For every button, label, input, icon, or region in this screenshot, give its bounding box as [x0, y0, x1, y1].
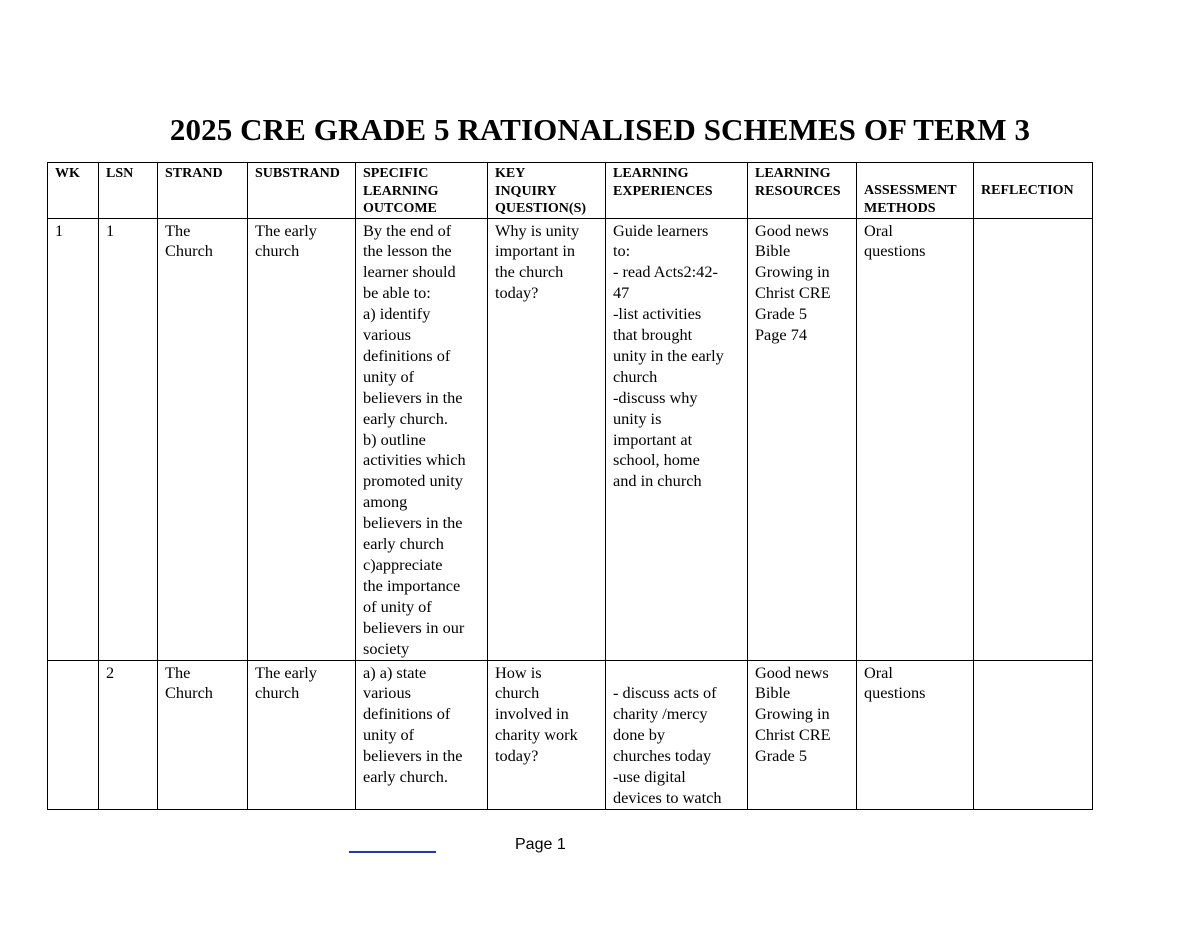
document-title: 2025 CRE GRADE 5 RATIONALISED SCHEMES OF TERM 3: [169, 112, 1031, 147]
scheme-table: [47, 162, 1093, 810]
cell-assessment-methods: Oral questions: [857, 660, 974, 809]
header-wk: WK: [48, 163, 99, 219]
header-substrand: SUBSTRAND: [248, 163, 356, 219]
cell-strand: The Church: [158, 218, 248, 660]
cell-substrand: The early church: [248, 218, 356, 660]
header-reflection: REFLECTION: [974, 163, 1093, 219]
cell-lsn: 2: [99, 660, 158, 809]
cell-lsn: 1: [99, 218, 158, 660]
header-learning-resources: LEARNING RESOURCES: [748, 163, 857, 219]
header-row: [48, 163, 1093, 219]
table-row: [48, 660, 1093, 809]
cell-substrand: The early church: [248, 660, 356, 809]
header-key-inquiry-question: KEY INQUIRY QUESTION(S): [488, 163, 606, 219]
header-learning-experiences: LEARNING EXPERIENCES: [606, 163, 748, 219]
cell-learning-resources: Good news Bible Growing in Christ CRE Grade 5 Page 74: [748, 218, 857, 660]
header-lsn: LSN: [99, 163, 158, 219]
cell-key-inquiry-question: Why is unity important in the church today?: [488, 218, 606, 660]
cell-assessment-methods: Oral questions: [857, 218, 974, 660]
cell-learning-experiences: - discuss acts of charity /mercy done by churches today -use digital devices to watch: [606, 660, 748, 809]
header-assessment-methods: ASSESSMENT METHODS: [857, 163, 974, 219]
footer-link[interactable]: [349, 851, 436, 853]
cell-learning-resources: Good news Bible Growing in Christ CRE Grade 5: [748, 660, 857, 809]
cell-strand: The Church: [158, 660, 248, 809]
cell-reflection: [974, 218, 1093, 660]
cell-specific-learning-outcome: By the end of the lesson the learner should be able to: a) identify various definitions of unity of believers in the early church. b) outline activities which promoted unity among believers in the early church c)appreciate the importance of unity of believers in our society: [356, 218, 488, 660]
cell-specific-learning-outcome: a) a) state various definitions of unity of believers in the early church.: [356, 660, 488, 809]
cell-wk: [48, 660, 99, 809]
cell-key-inquiry-question: How is church involved in charity work today?: [488, 660, 606, 809]
cell-wk: 1: [48, 218, 99, 660]
table-row: [48, 218, 1093, 660]
cell-learning-experiences: Guide learners to: - read Acts2:42- 47 -list activities that brought unity in the early church -discuss why unity is important at school, home and in church: [606, 218, 748, 660]
header-strand: STRAND: [158, 163, 248, 219]
page-number: Page 1: [515, 836, 566, 853]
cell-reflection: [974, 660, 1093, 809]
header-specific-learning-outcome: SPECIFIC LEARNING OUTCOME: [356, 163, 488, 219]
